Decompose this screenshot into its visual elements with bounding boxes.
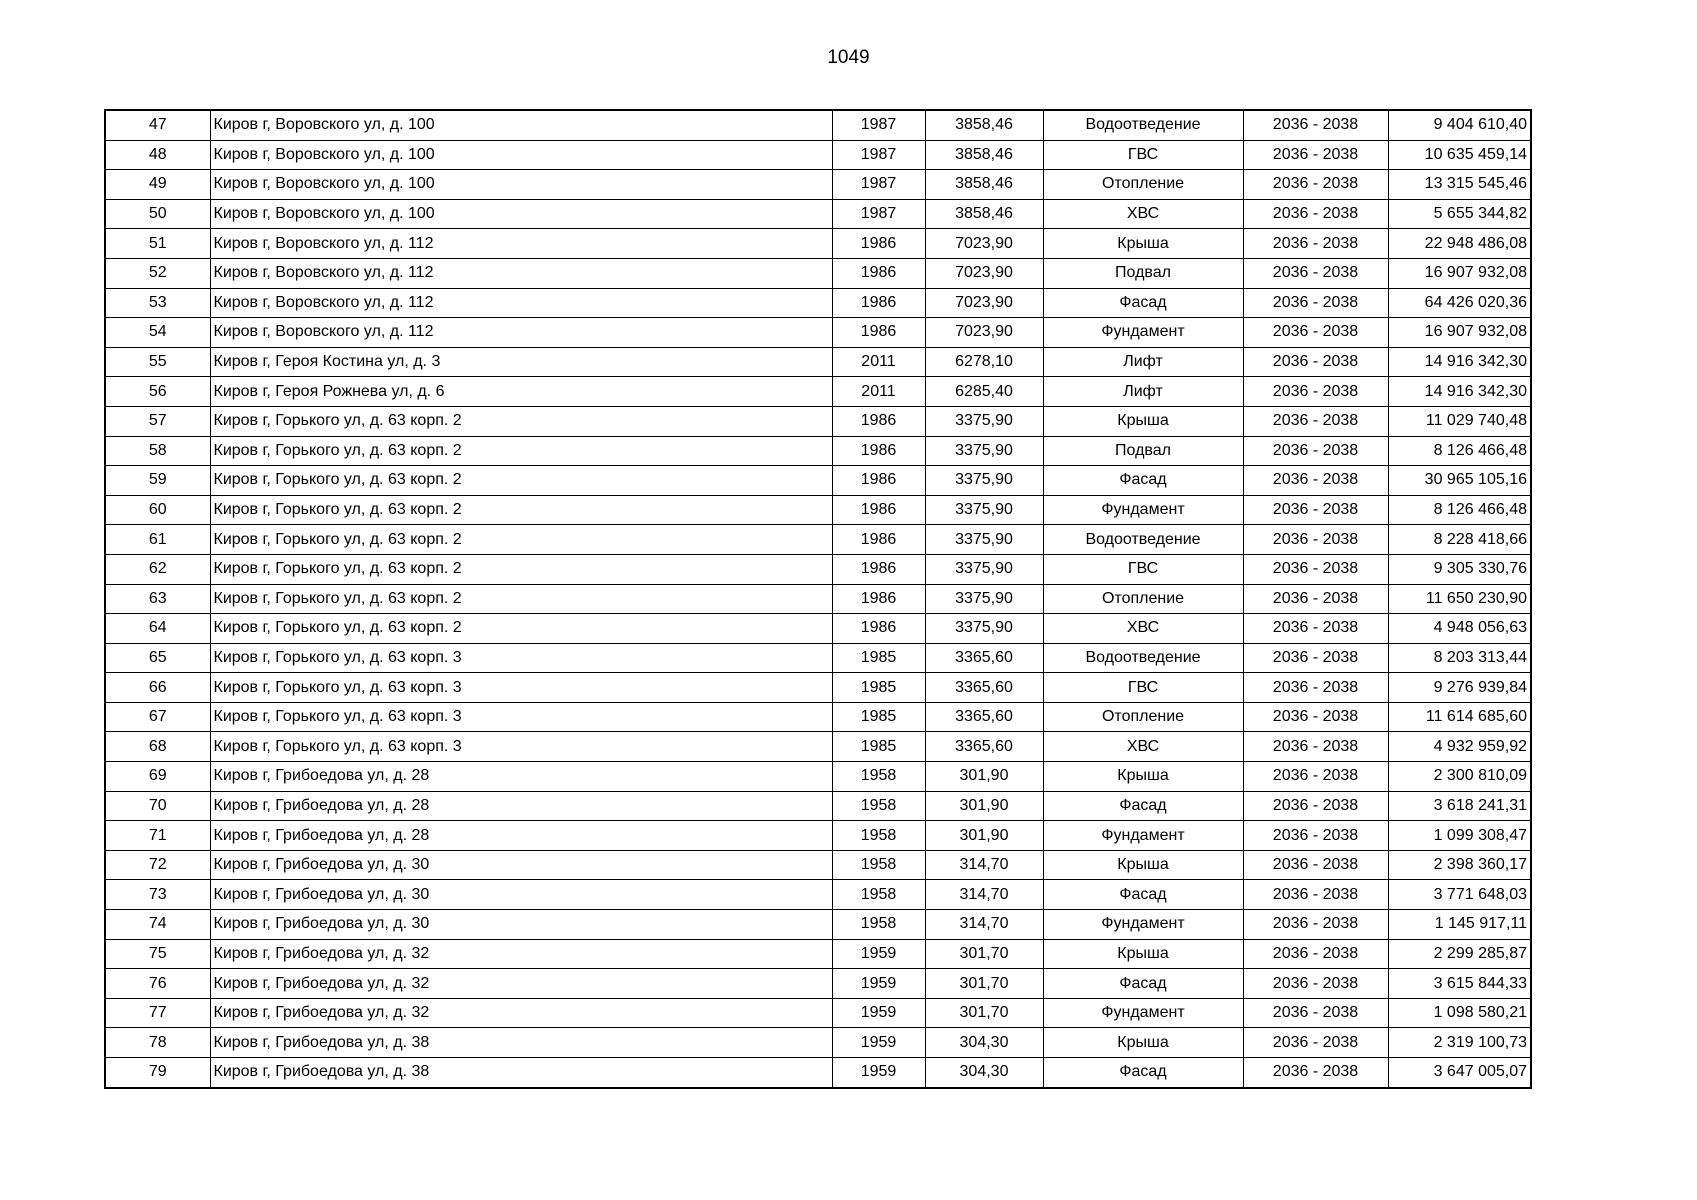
work-type-cell: Отопление bbox=[1043, 702, 1243, 732]
period-cell: 2036 - 2038 bbox=[1243, 466, 1388, 496]
cost-cell: 11 614 685,60 bbox=[1388, 702, 1531, 732]
table-row bbox=[105, 554, 1531, 584]
work-type-cell: ХВС bbox=[1043, 732, 1243, 762]
work-type-cell: Отопление bbox=[1043, 170, 1243, 200]
work-type-cell: ХВС bbox=[1043, 199, 1243, 229]
period-cell: 2036 - 2038 bbox=[1243, 1028, 1388, 1058]
area-cell: 314,70 bbox=[925, 910, 1043, 940]
area-cell: 3375,90 bbox=[925, 525, 1043, 555]
period-cell: 2036 - 2038 bbox=[1243, 436, 1388, 466]
area-cell: 3365,60 bbox=[925, 673, 1043, 703]
table-row bbox=[105, 377, 1531, 407]
period-cell: 2036 - 2038 bbox=[1243, 850, 1388, 880]
table-row bbox=[105, 318, 1531, 348]
address-cell: Киров г, Воровского ул, д. 112 bbox=[210, 229, 832, 259]
row-number: 59 bbox=[105, 466, 210, 496]
address-cell: Киров г, Горького ул, д. 63 корп. 3 bbox=[210, 732, 832, 762]
work-type-cell: Крыша bbox=[1043, 762, 1243, 792]
work-type-cell: Подвал bbox=[1043, 258, 1243, 288]
period-cell: 2036 - 2038 bbox=[1243, 554, 1388, 584]
area-cell: 301,90 bbox=[925, 762, 1043, 792]
work-type-cell: Крыша bbox=[1043, 406, 1243, 436]
row-number: 63 bbox=[105, 584, 210, 614]
period-cell: 2036 - 2038 bbox=[1243, 791, 1388, 821]
row-number: 73 bbox=[105, 880, 210, 910]
work-type-cell: ГВС bbox=[1043, 673, 1243, 703]
row-number: 65 bbox=[105, 643, 210, 673]
period-cell: 2036 - 2038 bbox=[1243, 258, 1388, 288]
row-number: 76 bbox=[105, 969, 210, 999]
row-number: 70 bbox=[105, 791, 210, 821]
cost-cell: 13 315 545,46 bbox=[1388, 170, 1531, 200]
cost-cell: 8 126 466,48 bbox=[1388, 495, 1531, 525]
area-cell: 314,70 bbox=[925, 850, 1043, 880]
year-cell: 1959 bbox=[832, 1028, 925, 1058]
cost-cell: 3 771 648,03 bbox=[1388, 880, 1531, 910]
year-cell: 1987 bbox=[832, 110, 925, 140]
period-cell: 2036 - 2038 bbox=[1243, 732, 1388, 762]
address-cell: Киров г, Горького ул, д. 63 корп. 3 bbox=[210, 702, 832, 732]
work-type-cell: Фундамент bbox=[1043, 495, 1243, 525]
address-cell: Киров г, Горького ул, д. 63 корп. 3 bbox=[210, 673, 832, 703]
table-row bbox=[105, 643, 1531, 673]
area-cell: 3375,90 bbox=[925, 466, 1043, 496]
row-number: 69 bbox=[105, 762, 210, 792]
area-cell: 6278,10 bbox=[925, 347, 1043, 377]
area-cell: 304,30 bbox=[925, 1028, 1043, 1058]
period-cell: 2036 - 2038 bbox=[1243, 584, 1388, 614]
address-cell: Киров г, Грибоедова ул, д. 38 bbox=[210, 1058, 832, 1088]
address-cell: Киров г, Воровского ул, д. 112 bbox=[210, 318, 832, 348]
cost-cell: 1 099 308,47 bbox=[1388, 821, 1531, 851]
cost-cell: 9 404 610,40 bbox=[1388, 110, 1531, 140]
table-row bbox=[105, 1028, 1531, 1058]
period-cell: 2036 - 2038 bbox=[1243, 140, 1388, 170]
table-row bbox=[105, 969, 1531, 999]
cost-cell: 22 948 486,08 bbox=[1388, 229, 1531, 259]
work-type-cell: Крыша bbox=[1043, 939, 1243, 969]
year-cell: 1985 bbox=[832, 643, 925, 673]
period-cell: 2036 - 2038 bbox=[1243, 525, 1388, 555]
row-number: 61 bbox=[105, 525, 210, 555]
work-type-cell: Фундамент bbox=[1043, 821, 1243, 851]
address-cell: Киров г, Грибоедова ул, д. 32 bbox=[210, 939, 832, 969]
period-cell: 2036 - 2038 bbox=[1243, 229, 1388, 259]
row-number: 74 bbox=[105, 910, 210, 940]
row-number: 52 bbox=[105, 258, 210, 288]
work-type-cell: Фасад bbox=[1043, 880, 1243, 910]
table-row bbox=[105, 258, 1531, 288]
year-cell: 1985 bbox=[832, 732, 925, 762]
year-cell: 1987 bbox=[832, 170, 925, 200]
address-cell: Киров г, Горького ул, д. 63 корп. 2 bbox=[210, 406, 832, 436]
period-cell: 2036 - 2038 bbox=[1243, 821, 1388, 851]
period-cell: 2036 - 2038 bbox=[1243, 199, 1388, 229]
address-cell: Киров г, Грибоедова ул, д. 28 bbox=[210, 762, 832, 792]
cost-cell: 4 948 056,63 bbox=[1388, 614, 1531, 644]
year-cell: 1986 bbox=[832, 318, 925, 348]
period-cell: 2036 - 2038 bbox=[1243, 673, 1388, 703]
address-cell: Киров г, Героя Костина ул, д. 3 bbox=[210, 347, 832, 377]
period-cell: 2036 - 2038 bbox=[1243, 495, 1388, 525]
table-row bbox=[105, 406, 1531, 436]
area-cell: 3365,60 bbox=[925, 702, 1043, 732]
table-row bbox=[105, 614, 1531, 644]
area-cell: 6285,40 bbox=[925, 377, 1043, 407]
cost-cell: 9 276 939,84 bbox=[1388, 673, 1531, 703]
year-cell: 1958 bbox=[832, 850, 925, 880]
address-cell: Киров г, Воровского ул, д. 112 bbox=[210, 288, 832, 318]
period-cell: 2036 - 2038 bbox=[1243, 880, 1388, 910]
year-cell: 2011 bbox=[832, 347, 925, 377]
table-row bbox=[105, 732, 1531, 762]
address-cell: Киров г, Грибоедова ул, д. 32 bbox=[210, 969, 832, 999]
area-cell: 3365,60 bbox=[925, 643, 1043, 673]
cost-cell: 16 907 932,08 bbox=[1388, 258, 1531, 288]
table-row bbox=[105, 229, 1531, 259]
year-cell: 1986 bbox=[832, 614, 925, 644]
cost-cell: 1 098 580,21 bbox=[1388, 998, 1531, 1028]
cost-cell: 3 618 241,31 bbox=[1388, 791, 1531, 821]
cost-cell: 8 126 466,48 bbox=[1388, 436, 1531, 466]
area-cell: 3375,90 bbox=[925, 436, 1043, 466]
work-type-cell: Подвал bbox=[1043, 436, 1243, 466]
period-cell: 2036 - 2038 bbox=[1243, 170, 1388, 200]
cost-cell: 11 029 740,48 bbox=[1388, 406, 1531, 436]
period-cell: 2036 - 2038 bbox=[1243, 1058, 1388, 1088]
cost-cell: 14 916 342,30 bbox=[1388, 377, 1531, 407]
area-cell: 3858,46 bbox=[925, 140, 1043, 170]
year-cell: 1959 bbox=[832, 998, 925, 1028]
table-row bbox=[105, 821, 1531, 851]
table-row bbox=[105, 762, 1531, 792]
table-row bbox=[105, 850, 1531, 880]
area-cell: 3375,90 bbox=[925, 614, 1043, 644]
period-cell: 2036 - 2038 bbox=[1243, 377, 1388, 407]
table-row bbox=[105, 673, 1531, 703]
period-cell: 2036 - 2038 bbox=[1243, 702, 1388, 732]
work-type-cell: ГВС bbox=[1043, 140, 1243, 170]
year-cell: 1986 bbox=[832, 554, 925, 584]
table-row bbox=[105, 880, 1531, 910]
area-cell: 7023,90 bbox=[925, 288, 1043, 318]
address-cell: Киров г, Горького ул, д. 63 корп. 2 bbox=[210, 525, 832, 555]
row-number: 68 bbox=[105, 732, 210, 762]
row-number: 64 bbox=[105, 614, 210, 644]
repair-schedule-table bbox=[104, 109, 1532, 1089]
address-cell: Киров г, Горького ул, д. 63 корп. 2 bbox=[210, 584, 832, 614]
year-cell: 1958 bbox=[832, 762, 925, 792]
cost-cell: 2 319 100,73 bbox=[1388, 1028, 1531, 1058]
year-cell: 1959 bbox=[832, 969, 925, 999]
period-cell: 2036 - 2038 bbox=[1243, 110, 1388, 140]
cost-cell: 16 907 932,08 bbox=[1388, 318, 1531, 348]
table-row bbox=[105, 998, 1531, 1028]
address-cell: Киров г, Горького ул, д. 63 корп. 2 bbox=[210, 466, 832, 496]
area-cell: 7023,90 bbox=[925, 318, 1043, 348]
row-number: 49 bbox=[105, 170, 210, 200]
table-body bbox=[105, 110, 1531, 1088]
work-type-cell: Водоотведение bbox=[1043, 643, 1243, 673]
row-number: 48 bbox=[105, 140, 210, 170]
row-number: 60 bbox=[105, 495, 210, 525]
table-row bbox=[105, 791, 1531, 821]
year-cell: 1987 bbox=[832, 140, 925, 170]
area-cell: 7023,90 bbox=[925, 258, 1043, 288]
area-cell: 301,90 bbox=[925, 821, 1043, 851]
address-cell: Киров г, Воровского ул, д. 100 bbox=[210, 140, 832, 170]
table-row bbox=[105, 525, 1531, 555]
period-cell: 2036 - 2038 bbox=[1243, 910, 1388, 940]
area-cell: 3375,90 bbox=[925, 495, 1043, 525]
table-row bbox=[105, 170, 1531, 200]
table-row bbox=[105, 199, 1531, 229]
period-cell: 2036 - 2038 bbox=[1243, 998, 1388, 1028]
year-cell: 1986 bbox=[832, 406, 925, 436]
area-cell: 301,70 bbox=[925, 939, 1043, 969]
area-cell: 3375,90 bbox=[925, 406, 1043, 436]
period-cell: 2036 - 2038 bbox=[1243, 288, 1388, 318]
table-row bbox=[105, 436, 1531, 466]
year-cell: 1986 bbox=[832, 495, 925, 525]
table-row bbox=[105, 110, 1531, 140]
year-cell: 1959 bbox=[832, 1058, 925, 1088]
year-cell: 1987 bbox=[832, 199, 925, 229]
year-cell: 1986 bbox=[832, 466, 925, 496]
cost-cell: 8 203 313,44 bbox=[1388, 643, 1531, 673]
cost-cell: 64 426 020,36 bbox=[1388, 288, 1531, 318]
row-number: 72 bbox=[105, 850, 210, 880]
address-cell: Киров г, Героя Рожнева ул, д. 6 bbox=[210, 377, 832, 407]
row-number: 57 bbox=[105, 406, 210, 436]
area-cell: 314,70 bbox=[925, 880, 1043, 910]
year-cell: 1986 bbox=[832, 229, 925, 259]
cost-cell: 2 299 285,87 bbox=[1388, 939, 1531, 969]
row-number: 53 bbox=[105, 288, 210, 318]
year-cell: 1986 bbox=[832, 436, 925, 466]
year-cell: 1959 bbox=[832, 939, 925, 969]
row-number: 66 bbox=[105, 673, 210, 703]
work-type-cell: Крыша bbox=[1043, 229, 1243, 259]
address-cell: Киров г, Грибоедова ул, д. 32 bbox=[210, 998, 832, 1028]
address-cell: Киров г, Грибоедова ул, д. 28 bbox=[210, 821, 832, 851]
table-row bbox=[105, 466, 1531, 496]
year-cell: 1985 bbox=[832, 673, 925, 703]
row-number: 78 bbox=[105, 1028, 210, 1058]
period-cell: 2036 - 2038 bbox=[1243, 643, 1388, 673]
cost-cell: 5 655 344,82 bbox=[1388, 199, 1531, 229]
work-type-cell: Лифт bbox=[1043, 347, 1243, 377]
table-row bbox=[105, 347, 1531, 377]
area-cell: 3375,90 bbox=[925, 554, 1043, 584]
row-number: 67 bbox=[105, 702, 210, 732]
period-cell: 2036 - 2038 bbox=[1243, 347, 1388, 377]
work-type-cell: Фасад bbox=[1043, 466, 1243, 496]
row-number: 58 bbox=[105, 436, 210, 466]
table-row bbox=[105, 288, 1531, 318]
row-number: 77 bbox=[105, 998, 210, 1028]
address-cell: Киров г, Грибоедова ул, д. 30 bbox=[210, 910, 832, 940]
work-type-cell: Фундамент bbox=[1043, 998, 1243, 1028]
year-cell: 1958 bbox=[832, 880, 925, 910]
period-cell: 2036 - 2038 bbox=[1243, 406, 1388, 436]
row-number: 51 bbox=[105, 229, 210, 259]
address-cell: Киров г, Горького ул, д. 63 корп. 2 bbox=[210, 614, 832, 644]
address-cell: Киров г, Горького ул, д. 63 корп. 2 bbox=[210, 554, 832, 584]
cost-cell: 1 145 917,11 bbox=[1388, 910, 1531, 940]
area-cell: 3858,46 bbox=[925, 110, 1043, 140]
address-cell: Киров г, Воровского ул, д. 100 bbox=[210, 110, 832, 140]
year-cell: 2011 bbox=[832, 377, 925, 407]
work-type-cell: Фасад bbox=[1043, 288, 1243, 318]
area-cell: 301,70 bbox=[925, 998, 1043, 1028]
work-type-cell: Фасад bbox=[1043, 969, 1243, 999]
work-type-cell: Фундамент bbox=[1043, 318, 1243, 348]
address-cell: Киров г, Грибоедова ул, д. 30 bbox=[210, 880, 832, 910]
area-cell: 301,90 bbox=[925, 791, 1043, 821]
area-cell: 3365,60 bbox=[925, 732, 1043, 762]
year-cell: 1958 bbox=[832, 821, 925, 851]
row-number: 75 bbox=[105, 939, 210, 969]
area-cell: 304,30 bbox=[925, 1058, 1043, 1088]
work-type-cell: Фасад bbox=[1043, 791, 1243, 821]
row-number: 79 bbox=[105, 1058, 210, 1088]
cost-cell: 9 305 330,76 bbox=[1388, 554, 1531, 584]
work-type-cell: Фасад bbox=[1043, 1058, 1243, 1088]
year-cell: 1986 bbox=[832, 288, 925, 318]
cost-cell: 10 635 459,14 bbox=[1388, 140, 1531, 170]
work-type-cell: Водоотведение bbox=[1043, 110, 1243, 140]
area-cell: 3858,46 bbox=[925, 199, 1043, 229]
row-number: 50 bbox=[105, 199, 210, 229]
row-number: 55 bbox=[105, 347, 210, 377]
cost-cell: 11 650 230,90 bbox=[1388, 584, 1531, 614]
table-row bbox=[105, 495, 1531, 525]
cost-cell: 3 647 005,07 bbox=[1388, 1058, 1531, 1088]
address-cell: Киров г, Грибоедова ул, д. 38 bbox=[210, 1028, 832, 1058]
table-row bbox=[105, 1058, 1531, 1088]
year-cell: 1986 bbox=[832, 525, 925, 555]
work-type-cell: ХВС bbox=[1043, 614, 1243, 644]
row-number: 47 bbox=[105, 110, 210, 140]
table-row bbox=[105, 910, 1531, 940]
address-cell: Киров г, Горького ул, д. 63 корп. 2 bbox=[210, 436, 832, 466]
cost-cell: 3 615 844,33 bbox=[1388, 969, 1531, 999]
table-row bbox=[105, 584, 1531, 614]
work-type-cell: Фундамент bbox=[1043, 910, 1243, 940]
area-cell: 301,70 bbox=[925, 969, 1043, 999]
period-cell: 2036 - 2038 bbox=[1243, 762, 1388, 792]
work-type-cell: Отопление bbox=[1043, 584, 1243, 614]
area-cell: 3375,90 bbox=[925, 584, 1043, 614]
work-type-cell: ГВС bbox=[1043, 554, 1243, 584]
address-cell: Киров г, Воровского ул, д. 100 bbox=[210, 170, 832, 200]
period-cell: 2036 - 2038 bbox=[1243, 939, 1388, 969]
cost-cell: 2 398 360,17 bbox=[1388, 850, 1531, 880]
page-number: 1049 bbox=[827, 47, 870, 68]
table-row bbox=[105, 939, 1531, 969]
year-cell: 1985 bbox=[832, 702, 925, 732]
period-cell: 2036 - 2038 bbox=[1243, 614, 1388, 644]
area-cell: 3858,46 bbox=[925, 170, 1043, 200]
cost-cell: 8 228 418,66 bbox=[1388, 525, 1531, 555]
year-cell: 1958 bbox=[832, 910, 925, 940]
row-number: 71 bbox=[105, 821, 210, 851]
cost-cell: 30 965 105,16 bbox=[1388, 466, 1531, 496]
cost-cell: 2 300 810,09 bbox=[1388, 762, 1531, 792]
cost-cell: 4 932 959,92 bbox=[1388, 732, 1531, 762]
address-cell: Киров г, Грибоедова ул, д. 30 bbox=[210, 850, 832, 880]
year-cell: 1986 bbox=[832, 584, 925, 614]
cost-cell: 14 916 342,30 bbox=[1388, 347, 1531, 377]
row-number: 54 bbox=[105, 318, 210, 348]
work-type-cell: Крыша bbox=[1043, 1028, 1243, 1058]
address-cell: Киров г, Грибоедова ул, д. 28 bbox=[210, 791, 832, 821]
address-cell: Киров г, Воровского ул, д. 112 bbox=[210, 258, 832, 288]
address-cell: Киров г, Горького ул, д. 63 корп. 3 bbox=[210, 643, 832, 673]
row-number: 62 bbox=[105, 554, 210, 584]
period-cell: 2036 - 2038 bbox=[1243, 318, 1388, 348]
work-type-cell: Лифт bbox=[1043, 377, 1243, 407]
area-cell: 7023,90 bbox=[925, 229, 1043, 259]
work-type-cell: Крыша bbox=[1043, 850, 1243, 880]
period-cell: 2036 - 2038 bbox=[1243, 969, 1388, 999]
table-row bbox=[105, 702, 1531, 732]
address-cell: Киров г, Воровского ул, д. 100 bbox=[210, 199, 832, 229]
table-row bbox=[105, 140, 1531, 170]
year-cell: 1958 bbox=[832, 791, 925, 821]
address-cell: Киров г, Горького ул, д. 63 корп. 2 bbox=[210, 495, 832, 525]
year-cell: 1986 bbox=[832, 258, 925, 288]
work-type-cell: Водоотведение bbox=[1043, 525, 1243, 555]
row-number: 56 bbox=[105, 377, 210, 407]
